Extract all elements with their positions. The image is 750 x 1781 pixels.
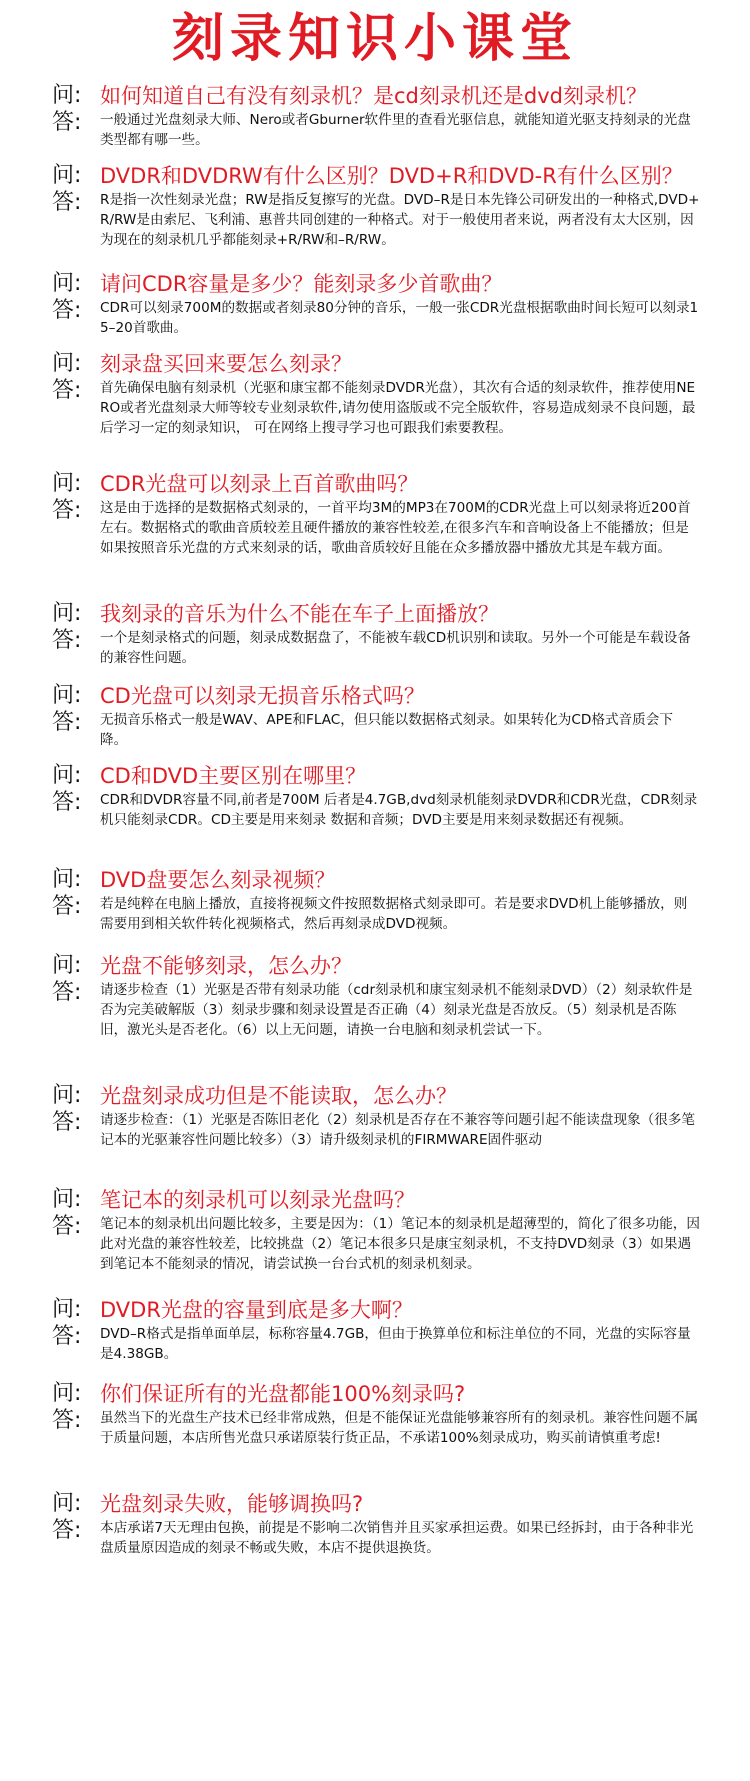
question-row (0, 268, 750, 302)
question-row (0, 160, 750, 194)
question-text: DVDR光盘的容量到底是多大啊？ (100, 1298, 413, 1322)
answer-row (0, 1214, 750, 1274)
answer-text: 笔记本的刻录机出问题比较多，主要是因为：（1）笔记本的刻录机是超薄型的，简化了很多功能，因此对光盘的兼容性较差，比较挑盘（2）笔记本很多只是康宝刻录机，不支持DVD刻录（3）如果遇到笔记本不能刻录的情况，请尝试换一台台式机的刻录机刻录。 (100, 1216, 700, 1272)
question-text: DVD盘要怎么刻录视频？ (100, 868, 336, 892)
question-row (0, 680, 750, 714)
question-label: 问: (52, 953, 82, 978)
answer-row (0, 790, 750, 830)
answer-label: 答: (52, 710, 82, 735)
answer-text: 若是纯粹在电脑上播放，直接将视频文件按照数据格式刻录即可。若是要求DVD机上能够播放，则需要用到相关软件转化视频格式，然后再刻录成DVD视频。 (100, 896, 688, 932)
question-text: 你们保证所有的光盘都能100%刻录吗? (100, 1382, 466, 1406)
question-label: 问: (52, 763, 82, 788)
question-text: CD和DVD主要区别在哪里？ (100, 764, 367, 788)
question-text: 我刻录的音乐为什么不能在车子上面播放？ (100, 602, 499, 626)
answer-row (0, 980, 750, 1040)
question-row (0, 1488, 750, 1522)
question-label: 问: (52, 683, 82, 708)
question-label: 问: (52, 1297, 82, 1322)
question-label: 问: (52, 163, 82, 188)
question-row (0, 80, 750, 114)
question-text: 光盘刻录成功但是不能读取，怎么办？ (100, 1084, 457, 1108)
answer-label: 答: (52, 1408, 82, 1433)
answer-row (0, 190, 750, 250)
question-text: CDR光盘可以刻录上百首歌曲吗？ (100, 472, 419, 496)
answer-text: R是指一次性刻录光盘；RW是指反复擦写的光盘。DVD–R是日本先锋公司研发出的一种格式,DVD+R/RW是由索尼、飞利浦、惠普共同创建的一种格式。对于一般使用者来说，两者没有太大区别，因为现在的刻录机几乎都能刻录+R/RW和–R/RW。 (100, 192, 700, 248)
answer-label: 答: (52, 894, 82, 919)
answer-text: 本店承诺7天无理由包换，前提是不影响二次销售并且买家承担运费。如果已经拆封，由于各种非光盘质量原因造成的刻录不畅或失败，本店不提供退换货。 (100, 1520, 694, 1556)
qa-item (0, 1294, 750, 1364)
answer-label: 答: (52, 190, 82, 215)
answer-label: 答: (52, 1324, 82, 1349)
qa-item (0, 1378, 750, 1448)
answer-text: 这是由于选择的是数据格式刻录的，一首平均3M的MP3在700M的CDR光盘上可以刻录将近200首左右。数据格式的歌曲音质较差且硬件播放的兼容性较差,在很多汽车和音响设备上不能播放；但是如果按照音乐光盘的方式来刻录的话，歌曲音质较好且能在众多播放器中播放尤其是车载方面。 (100, 500, 691, 556)
answer-label: 答: (52, 1518, 82, 1543)
answer-row (0, 298, 750, 338)
answer-text: 首先确保电脑有刻录机（光驱和康宝都不能刻录DVDR光盘），其次有合适的刻录软件，推荐使用NERO或者光盘刻录大师等较专业刻录软件,请勿使用盗版或不完全版软件，容易造成刻录不良问题，最后学习一定的刻录知识， 可在网络上搜寻学习也可跟我们索要教程。 (100, 380, 696, 436)
answer-row (0, 1518, 750, 1558)
answer-label: 答: (52, 298, 82, 323)
question-label: 问: (52, 271, 82, 296)
answer-row (0, 894, 750, 934)
answer-text: 一个是刻录格式的问题，刻录成数据盘了，不能被车载CD机识别和读取。另外一个可能是车载设备的兼容性问题。 (100, 630, 691, 666)
question-row (0, 864, 750, 898)
qa-item (0, 468, 750, 558)
answer-label: 答: (52, 790, 82, 815)
question-label: 问: (52, 351, 82, 376)
question-label: 问: (52, 1491, 82, 1516)
question-row (0, 1080, 750, 1114)
qa-item (0, 598, 750, 668)
answer-row (0, 1324, 750, 1364)
question-label: 问: (52, 1083, 82, 1108)
answer-label: 答: (52, 628, 82, 653)
question-text: 请问CDR容量是多少？能刻录多少首歌曲？ (100, 272, 503, 296)
question-label: 问: (52, 471, 82, 496)
answer-row (0, 628, 750, 668)
answer-row (0, 498, 750, 558)
answer-text: 请逐步检查（1）光驱是否带有刻录功能（cdr刻录机和康宝刻录机不能刻录DVD）（2）刻录软件是否为完美破解版（3）刻录步骤和刻录设置是否正确（4）刻录光盘是否放反。（5）刻录机是否陈旧，激光头是否老化。（6）以上无问题，请换一台电脑和刻录机尝试一下。 (100, 982, 693, 1038)
question-row (0, 348, 750, 382)
answer-label: 答: (52, 1214, 82, 1239)
answer-text: 无损音乐格式一般是WAV、APE和FLAC，但只能以数据格式刻录。如果转化为CD格式音质会下降。 (100, 712, 673, 748)
qa-item (0, 1184, 750, 1274)
answer-text: CDR可以刻录700M的数据或者刻录80分钟的音乐，一般一张CDR光盘根据歌曲时间长短可以刻录15–20首歌曲。 (100, 300, 699, 336)
qa-item (0, 1080, 750, 1150)
question-text: 如何知道自己有没有刻录机？是cd刻录机还是dvd刻录机？ (100, 84, 647, 108)
answer-row (0, 710, 750, 750)
answer-label: 答: (52, 498, 82, 523)
answer-label: 答: (52, 980, 82, 1005)
qa-item (0, 1488, 750, 1558)
question-label: 问: (52, 601, 82, 626)
answer-text: CDR和DVDR容量不同,前者是700M 后者是4.7GB,dvd刻录机能刻录DVDR和CDR光盘，CDR刻录机只能刻录CDR。CD主要是用来刻录 数据和音频；DVD主要是用来刻录数据还有视频。 (100, 792, 698, 828)
qa-item (0, 864, 750, 934)
question-text: 光盘刻录失败，能够调换吗? (100, 1492, 364, 1516)
question-row (0, 950, 750, 984)
answer-text: 一般通过光盘刻录大师、Nero或者Gburner软件里的查看光驱信息，就能知道光驱支持刻录的光盘类型都有哪一些。 (100, 112, 691, 148)
answer-label: 答: (52, 378, 82, 403)
question-text: 光盘不能够刻录，怎么办？ (100, 954, 352, 978)
question-text: DVDR和DVDRW有什么区别？DVD+R和DVD-R有什么区别？ (100, 164, 683, 188)
qa-item (0, 680, 750, 750)
question-label: 问: (52, 1187, 82, 1212)
qa-item (0, 268, 750, 338)
answer-text: 虽然当下的光盘生产技术已经非常成熟，但是不能保证光盘能够兼容所有的刻录机。兼容性问题不属于质量问题，本店所售光盘只承诺原装行货正品，不承诺100%刻录成功，购买前请慎重考虑! (100, 1410, 699, 1446)
page-title: 刻录知识小课堂 (171, 9, 578, 69)
qa-item (0, 160, 750, 250)
question-row (0, 1184, 750, 1218)
question-row (0, 1294, 750, 1328)
qa-item (0, 950, 750, 1040)
qa-item (0, 760, 750, 830)
question-row (0, 598, 750, 632)
answer-text: 请逐步检查：（1）光驱是否陈旧老化（2）刻录机是否存在不兼容等问题引起不能读盘现象（很多笔记本的光驱兼容性问题比较多）（3）请升级刻录机的FIRMWARE固件驱动 (100, 1112, 696, 1148)
question-label: 问: (52, 867, 82, 892)
answer-text: DVD–R格式是指单面单层，标称容量4.7GB，但由于换算单位和标注单位的不同，光盘的实际容量是4.38GB。 (100, 1326, 691, 1362)
answer-label: 答: (52, 1110, 82, 1135)
answer-row (0, 378, 750, 438)
question-label: 问: (52, 1381, 82, 1406)
question-label: 问: (52, 83, 82, 108)
question-row (0, 760, 750, 794)
question-row (0, 468, 750, 502)
answer-row (0, 110, 750, 150)
answer-label: 答: (52, 110, 82, 135)
qa-item (0, 80, 750, 150)
answer-row (0, 1110, 750, 1150)
qa-item (0, 348, 750, 438)
question-text: 刻录盘买回来要怎么刻录？ (100, 352, 352, 376)
answer-row (0, 1408, 750, 1448)
question-text: 笔记本的刻录机可以刻录光盘吗？ (100, 1188, 415, 1212)
question-text: CD光盘可以刻录无损音乐格式吗？ (100, 684, 425, 708)
question-row (0, 1378, 750, 1412)
